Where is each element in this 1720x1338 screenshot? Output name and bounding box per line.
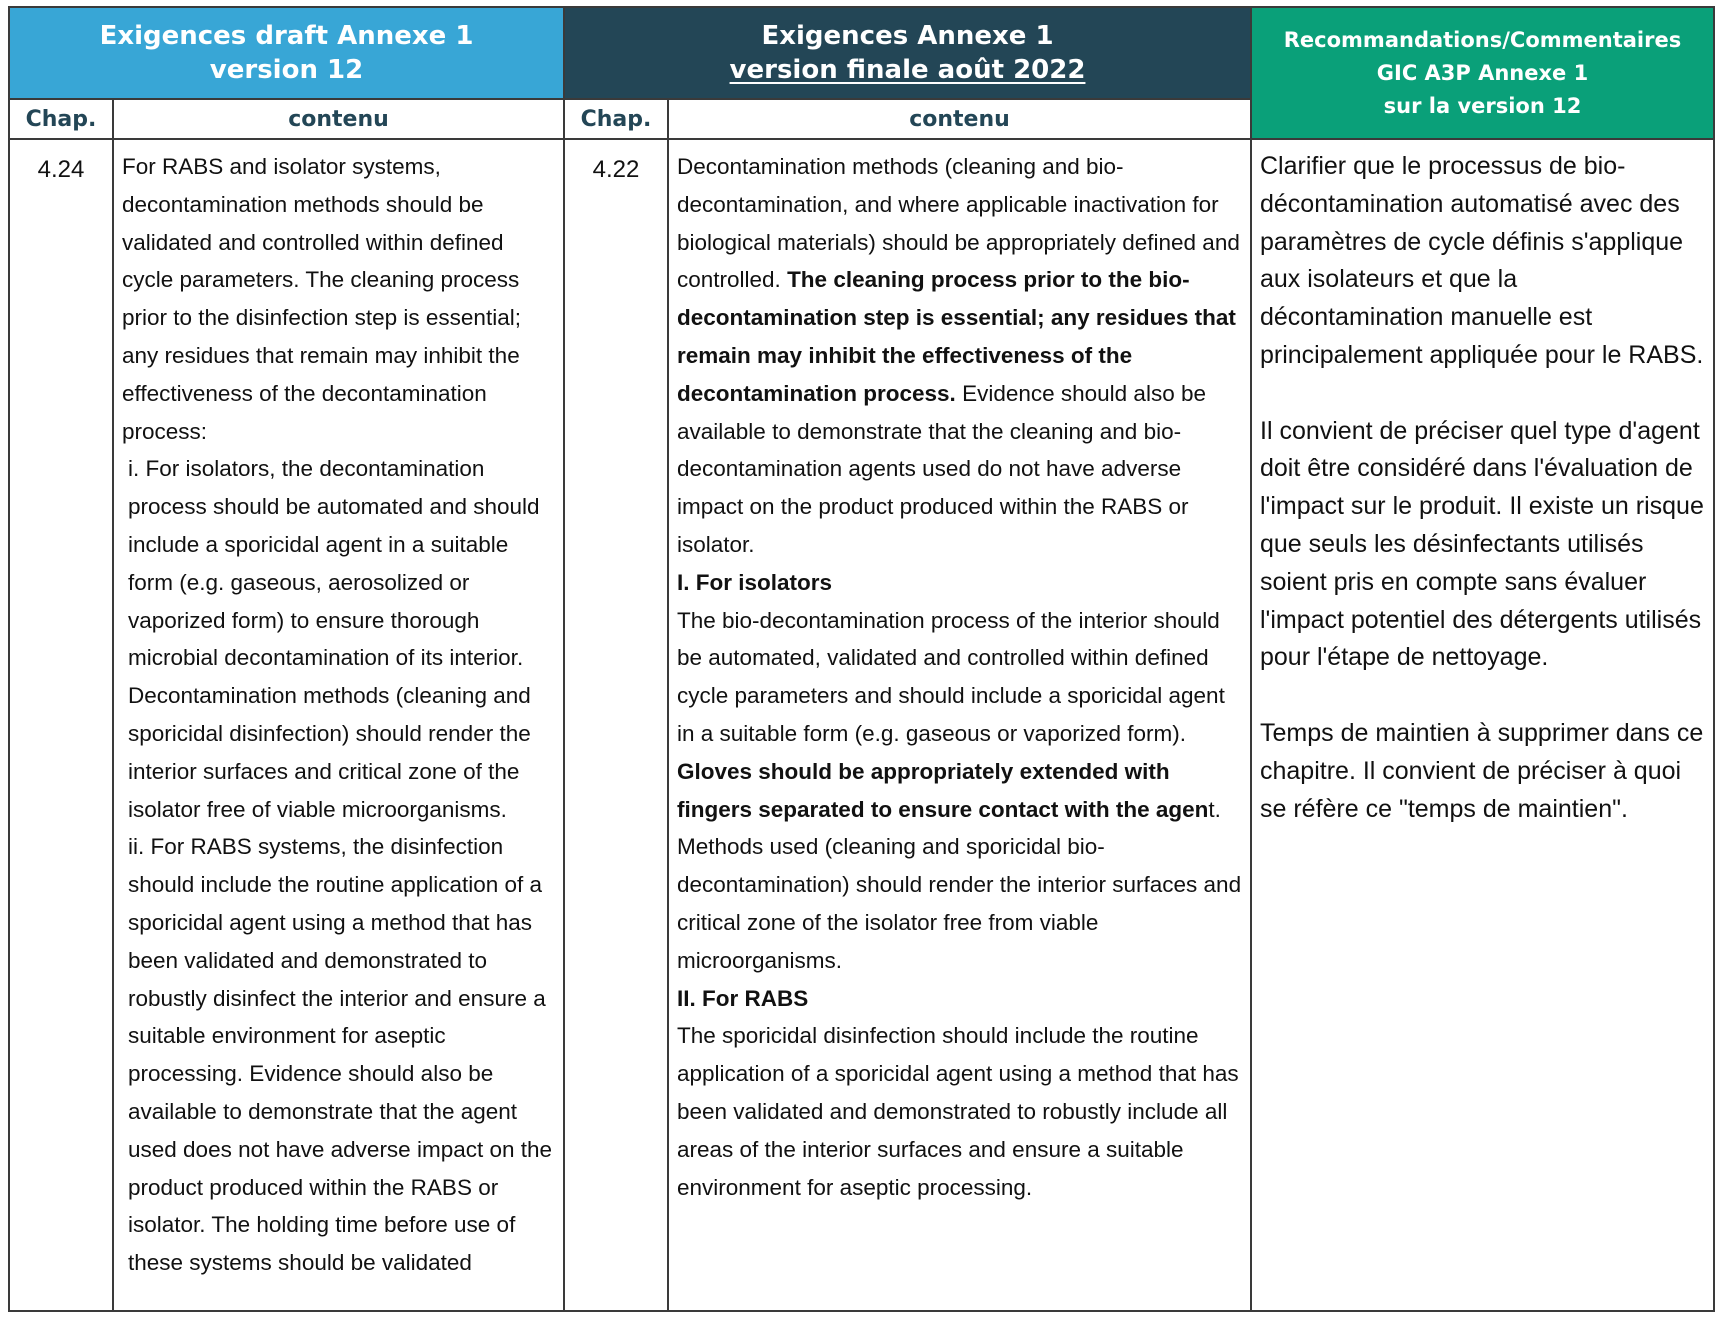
reco-header-line3: sur la version 12: [1383, 93, 1582, 118]
final-paragraph-1: [677, 148, 1244, 564]
reco-header-line1: Recommandations/Commentaires: [1283, 27, 1682, 52]
final-header-line1: Exigences Annexe 1: [761, 21, 1054, 51]
final-header: [564, 7, 1251, 99]
final-chapter-number: 4.22: [564, 139, 668, 1311]
header-row: [9, 7, 1714, 99]
comparison-table: [8, 6, 1715, 1312]
reco-paragraph-3: Temps de maintien à supprimer dans ce chapitre. Il convient de préciser à quoi se réfère ce "temps de maintien".: [1260, 718, 1704, 823]
final-heading-isolators: I. For isolators: [677, 569, 833, 595]
reco-spacer: [1260, 375, 1707, 413]
final-p1-bold: The cleaning process prior to the bio-decontamination step is essential; any residues that remain may inhibit the effectiveness of the decontamination process.: [677, 267, 1236, 406]
reco-spacer: [1260, 677, 1707, 715]
reco-content-cell: [1251, 139, 1714, 1311]
final-contenu-header: contenu: [668, 99, 1251, 139]
final-p2-text-a: The bio-decontamination process of the interior should be automated, validated and controlled within defined cycle parameters and should include a sporicidal agent in a suitable form (e.g. gaseous or vaporized form).: [677, 607, 1225, 746]
final-content-cell: [668, 139, 1251, 1311]
draft-header: [9, 7, 564, 99]
draft-item-i: i. For isolators, the decontamination process should be automated and should include a sporicidal agent in a suitable form (e.g. gaseous, aerosolized or vaporized form) to ensure thorough microbial decontamination of its interior. Decontamination methods (cleaning and sporicidal disinfection) should render the interior surfaces and critical zone of the isolator free of viable microorganisms.: [128, 456, 540, 822]
final-p1-text-c: Evidence should also be available to demonstrate that the cleaning and bio-decontamination agents used do not have adverse impact on the product produced within the RABS or isolator.: [677, 380, 1206, 557]
comparison-table-wrapper: [8, 6, 1715, 1312]
draft-chapter-number: 4.24: [9, 139, 113, 1311]
draft-contenu-header: contenu: [113, 99, 564, 139]
final-chap-header: Chap.: [564, 99, 668, 139]
reco-header-line2: GIC A3P Annexe 1: [1376, 60, 1589, 85]
final-paragraph-3: The sporicidal disinfection should include the routine application of a sporicidal agent using a method that has been validated and demonstrated to robustly include all areas of the interior surfaces and ensure a suitable environment for aseptic processing.: [677, 1023, 1239, 1200]
final-p2-text-c: t. Methods used (cleaning and sporicidal bio-decontamination) should render the interior surfaces and critical zone of the isolator free from viable microorganisms.: [677, 796, 1242, 973]
final-p1-text-a: Decontamination methods (cleaning and bio-decontamination, and where applicable inactivation for biological materials) should be appropriately defined and controlled.: [677, 154, 1240, 293]
reco-paragraph-1: Clarifier que le processus de bio-décontamination automatisé avec des paramètres de cycle définis s'applique aux isolateurs et que la décontamination manuelle est principalement appliquée pour le RABS.: [1260, 152, 1704, 369]
final-p2-bold: Gloves should be appropriately extended with fingers separated to ensure contact with the agen: [677, 758, 1209, 822]
table-row: [9, 139, 1714, 1311]
draft-intro: For RABS and isolator systems, decontamination methods should be validated and controlled within defined cycle parameters. The cleaning process prior to the disinfection step is essential; any residues that remain may inhibit the effectiveness of the decontamination process:: [122, 154, 521, 444]
draft-header-line2: version 12: [209, 55, 364, 85]
draft-header-line1: Exigences draft Annexe 1: [99, 21, 474, 51]
reco-header: [1251, 7, 1714, 139]
final-header-line2: version finale août 2022: [729, 55, 1086, 85]
draft-content-cell: [113, 139, 564, 1311]
draft-item-ii: ii. For RABS systems, the disinfection should include the routine application of a sporicidal agent using a method that has been validated and demonstrated to robustly disinfect the interior and ensure a suitable environment for aseptic processing. Evidence should also be available to demonstrate that the agent used does not have adverse impact on the product produced within the RABS or isolator. The holding time before use of these systems should be validated: [128, 834, 553, 1276]
draft-chap-header: Chap.: [9, 99, 113, 139]
reco-paragraph-2: Il convient de préciser quel type d'agent doit être considéré dans l'évaluation de l'impact sur le produit. Il existe un risque que seuls les désinfectants utilisés soient pris en compte sans évaluer l'impact potentiel des détergents utilisés pour l'étape de nettoyage.: [1260, 416, 1704, 672]
final-heading-rabs: II. For RABS: [677, 985, 809, 1011]
final-paragraph-2: [677, 602, 1244, 980]
